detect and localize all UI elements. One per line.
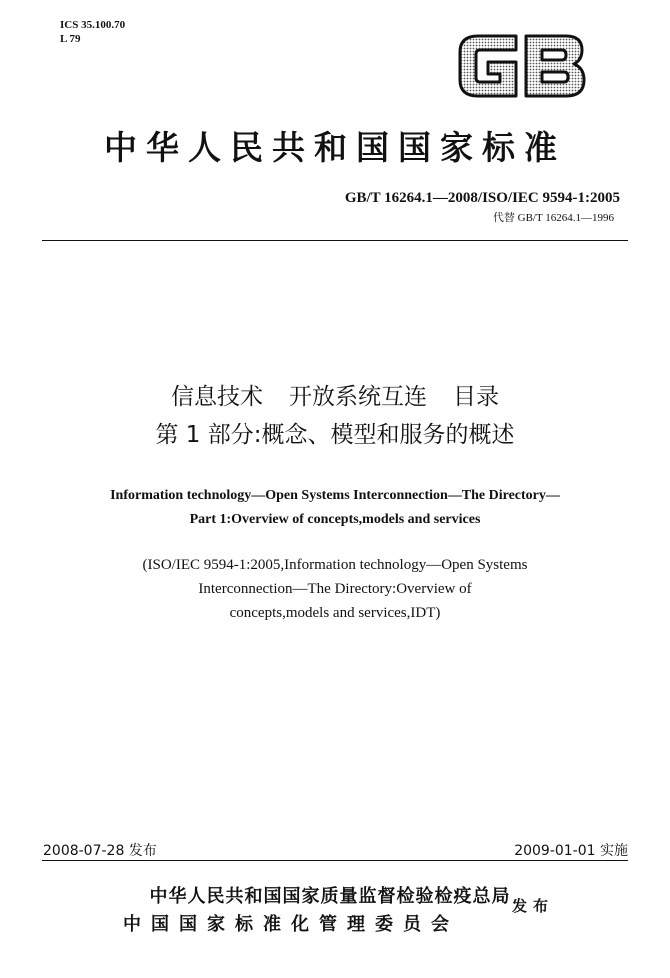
replaces-note: 代替 GB/T 16264.1—1996 [492,212,614,224]
chinese-title [0,378,670,454]
iso-note-line3: concepts,models and services,IDT) [229,605,441,621]
footer-rule [42,860,628,861]
gb-logo [454,26,590,106]
issuer-sac: 中国国家标准化管理委员会 [123,914,459,935]
iso-equivalence-note [0,553,670,625]
standard-type-title: 中华人民共和国国家标准 [104,128,566,167]
implementation-date: 2009-01-01 实施 [514,843,628,859]
issuer-aqsiq: 中华人民共和国国家质量监督检验检疫总局 [149,886,511,907]
title-segment-2: 开放系统互连 [289,384,427,410]
classification-codes [60,18,125,46]
chinese-title-line1 [0,378,670,416]
publish-label: 发布 [512,897,555,915]
title-segment-1: 信息技术 [171,384,263,410]
english-title-line2: Part 1:Overview of concepts,models and services [189,512,481,527]
iso-note-line2: Interconnection—The Directory:Overview of [198,581,472,597]
issue-date: 2008-07-28 发布 [43,843,157,859]
chinese-title-line2: 第 1 部分:概念、模型和服务的概述 [155,422,515,448]
ccs-code: L 79 [60,33,81,45]
iso-note-line1: (ISO/IEC 9594-1:2005,Information technology—Open Systems [142,557,528,573]
header-rule [42,240,628,241]
title-segment-3: 目录 [453,384,499,410]
ics-code: ICS 35.100.70 [60,19,126,31]
standard-number: GB/T 16264.1—2008/ISO/IEC 9594-1:2005 [344,190,620,206]
english-title [0,484,670,532]
english-title-line1: Information technology—Open Systems Interconnection—The Directory— [110,488,560,503]
